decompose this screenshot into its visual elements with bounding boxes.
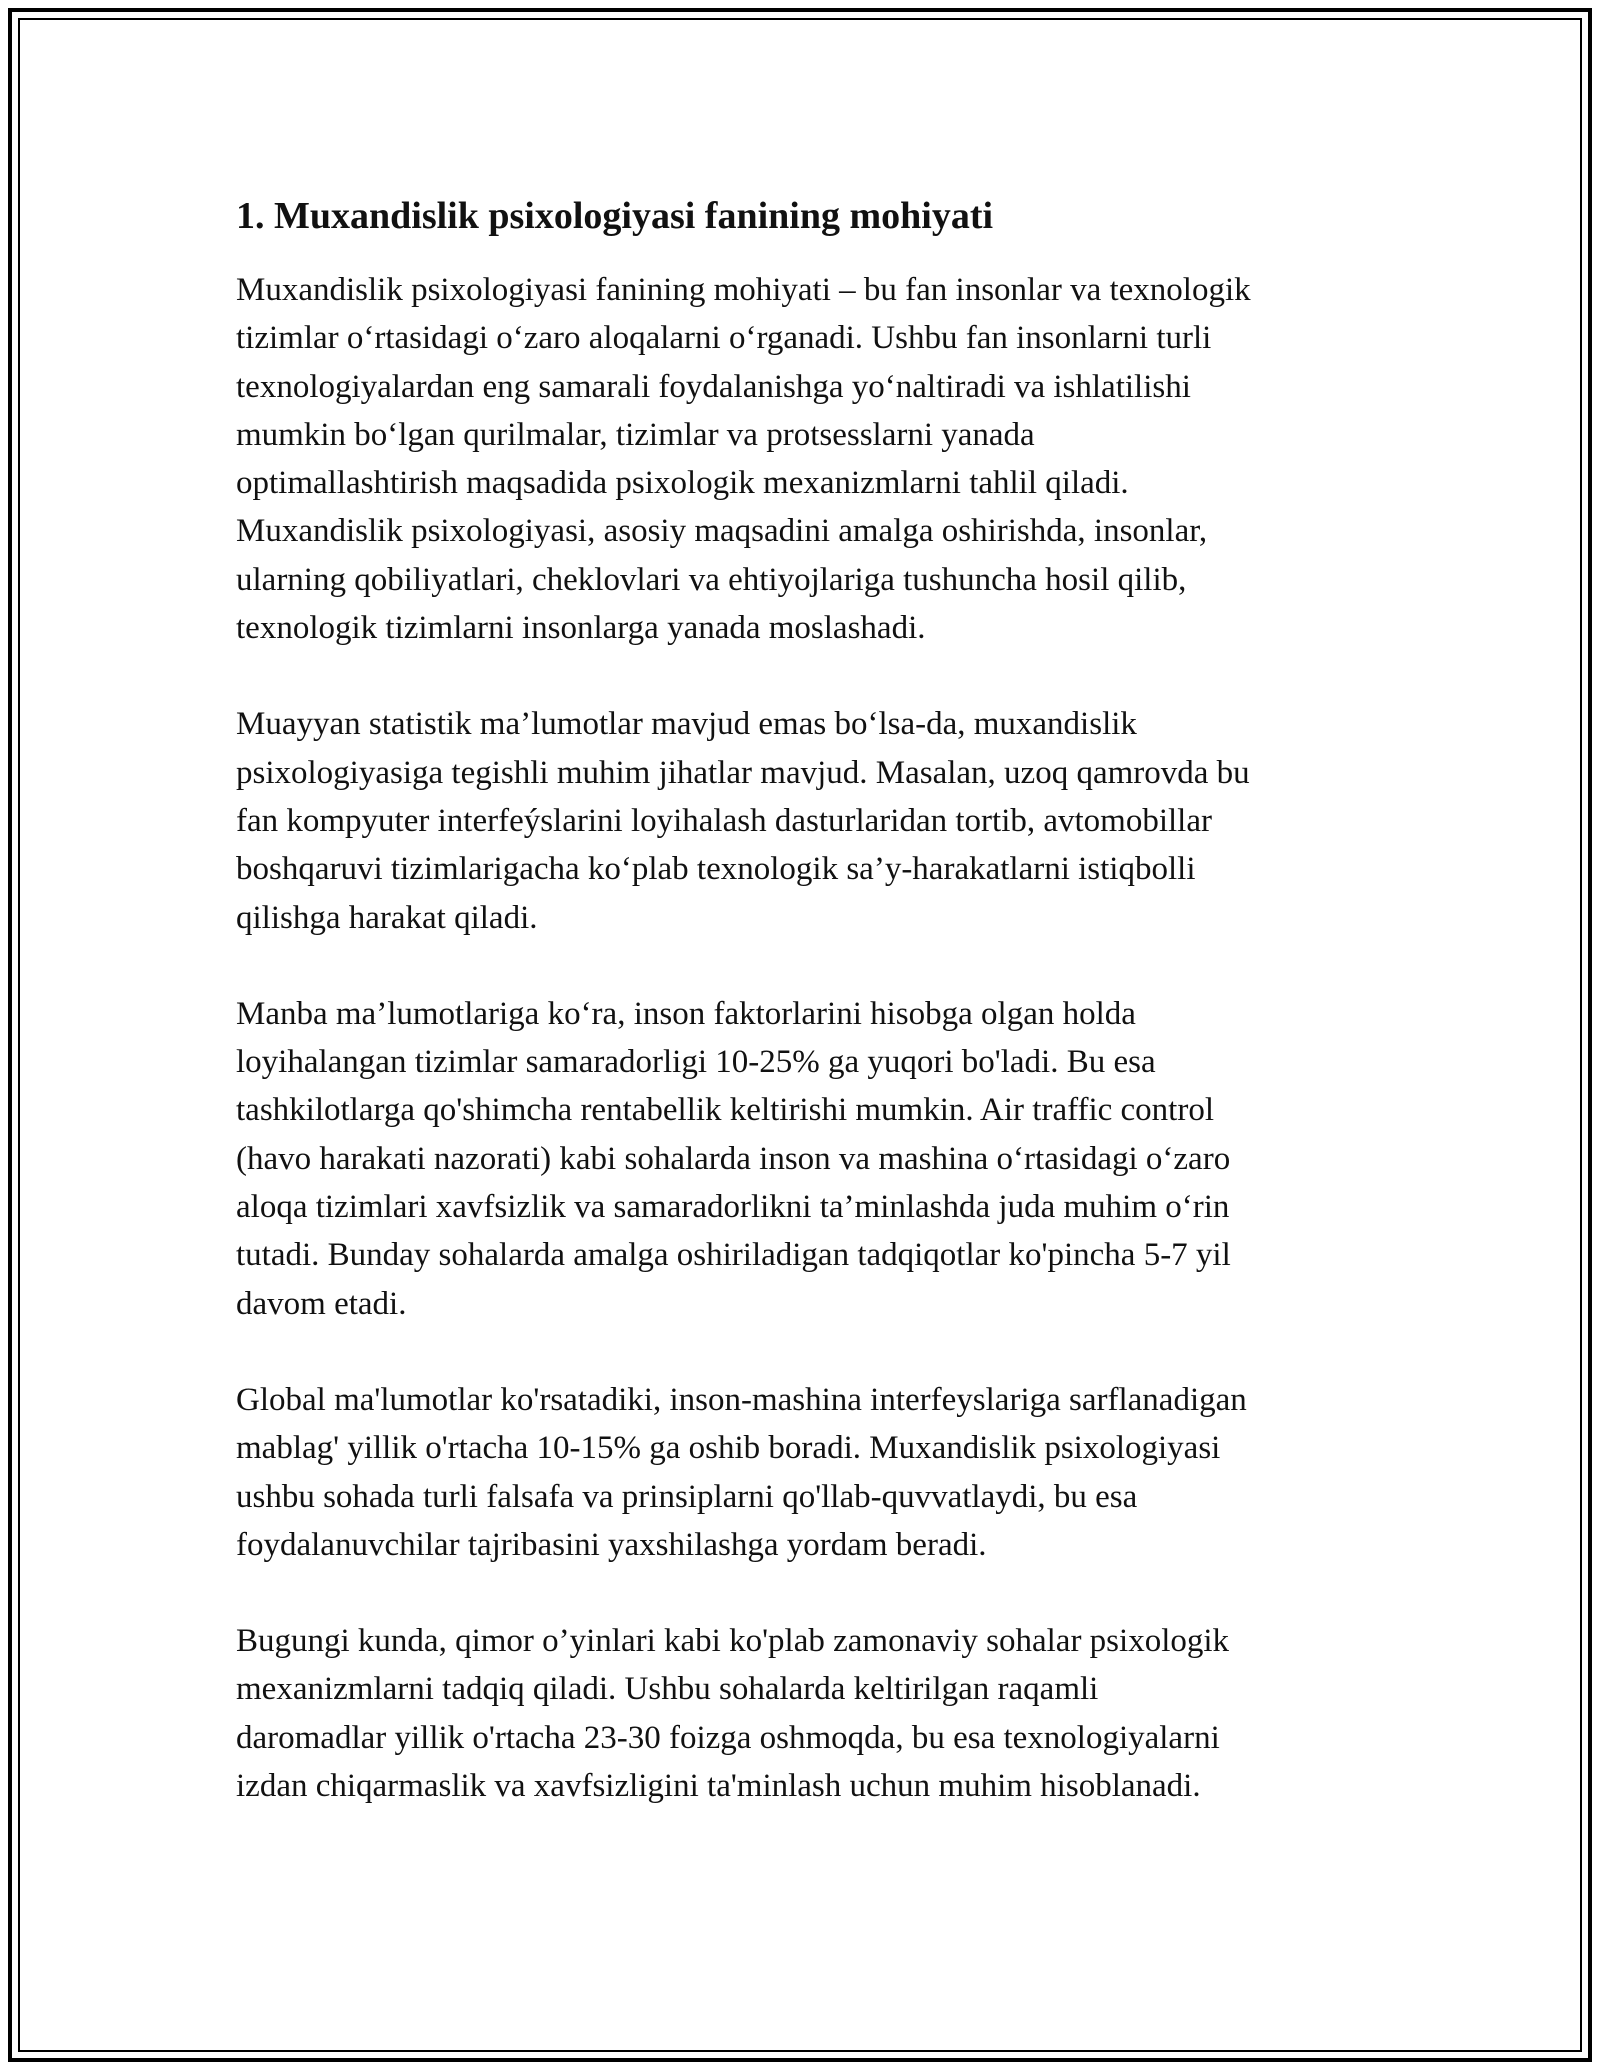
text-line: davom etadi.: [236, 1285, 407, 1322]
paragraph: [236, 990, 1376, 1328]
text-line: loyihalangan tizimlar samaradorligi 10-25% ga yuqori bo'ladi. Bu esa: [236, 1044, 1156, 1081]
text-line: mexanizmlarni tadqiq qiladi. Ushbu sohalarda keltirilgan raqamli: [236, 1671, 1099, 1708]
text-line: Muxandislik psixologiyasi fanining mohiyati – bu fan insonlar va texnologik: [236, 272, 1251, 308]
document-content: [236, 180, 1376, 1858]
text-line: foydalanuvchilar tajribasini yaxshilashga yordam beradi.: [236, 1526, 987, 1563]
paragraph: [236, 266, 1376, 652]
text-line: qilishga harakat qiladi.: [236, 899, 538, 936]
text-line: mumkin bo‘lgan qurilmalar, tizimlar va protsesslarni yanada: [236, 416, 1035, 453]
text-line: Muayyan statistik ma’lumotlar mavjud emas bo‘lsa-da, muxandislik: [236, 706, 1137, 743]
text-line: boshqaruvi tizimlarigacha ko‘plab texnologik sa’y-harakatlarni istiqbolli: [236, 851, 1196, 888]
text-line: izdan chiqarmaslik va xavfsizligini ta'minlash uchun muhim hisoblanadi.: [236, 1768, 1201, 1805]
text-line: Global ma'lumotlar ko'rsatadiki, inson-mashina interfeyslariga sarflanadigan: [236, 1381, 1247, 1418]
text-line: Manba ma’lumotlariga ko‘ra, inson faktorlarini hisobga olgan holda: [236, 995, 1136, 1032]
text-line: optimallashtirish maqsadida psixologik mexanizmlarni tahlil qiladi.: [236, 465, 1129, 502]
text-line: ushbu sohada turli falsafa va prinsiplarni qo'llab-quvvatlaydi, bu esa: [236, 1478, 1138, 1515]
text-line: ularning qobiliyatlari, cheklovlari va ehtiyojlariga tushuncha hosil qilib,: [236, 561, 1187, 598]
text-line: tashkilotlarga qo'shimcha rentabellik keltirishi mumkin. Air traffic control: [236, 1092, 1215, 1129]
text-line: daromadlar yillik o'rtacha 23-30 foizga oshmoqda, bu esa texnologiyalarni: [236, 1719, 1220, 1756]
section-heading: 1. Muxandislik psixologiyasi fanining mohiyati: [236, 195, 994, 237]
text-line: psixologiyasiga tegishli muhim jihatlar mavjud. Masalan, uzoq qamrovda bu: [236, 754, 1250, 791]
text-line: Muxandislik psixologiyasi, asosiy maqsadini amalga oshirishda, insonlar,: [236, 513, 1208, 550]
paragraph: [236, 1617, 1376, 1810]
paragraph: [236, 1376, 1376, 1569]
text-line: fan kompyuter interfeýslarini loyihalash dasturlaridan tortib, avtomobillar: [236, 802, 1212, 839]
text-line: aloqa tizimlari xavfsizlik va samaradorlikni ta’minlashda juda muhim o‘rin: [236, 1189, 1230, 1226]
text-line: (havo harakati nazorati) kabi sohalarda inson va mashina o‘rtasidagi o‘zaro: [236, 1140, 1231, 1177]
text-line: tizimlar o‘rtasidagi o‘zaro aloqalarni o‘rganadi. Ushbu fan insonlarni turli: [236, 320, 1212, 357]
text-line: tutadi. Bunday sohalarda amalga oshiriladigan tadqiqotlar ko'pincha 5-7 yil: [236, 1237, 1231, 1274]
text-line: texnologiyalardan eng samarali foydalanishga yo‘naltiradi va ishlatilishi: [236, 368, 1191, 405]
text-line: Bugungi kunda, qimor o’yinlari kabi ko'plab zamonaviy sohalar psixologik: [236, 1623, 1230, 1660]
paragraph: [236, 700, 1376, 941]
text-line: texnologik tizimlarni insonlarga yanada moslashadi.: [236, 610, 926, 647]
text-line: mablag' yillik o'rtacha 10-15% ga oshib boradi. Muxandislik psixologiyasi: [236, 1430, 1221, 1467]
